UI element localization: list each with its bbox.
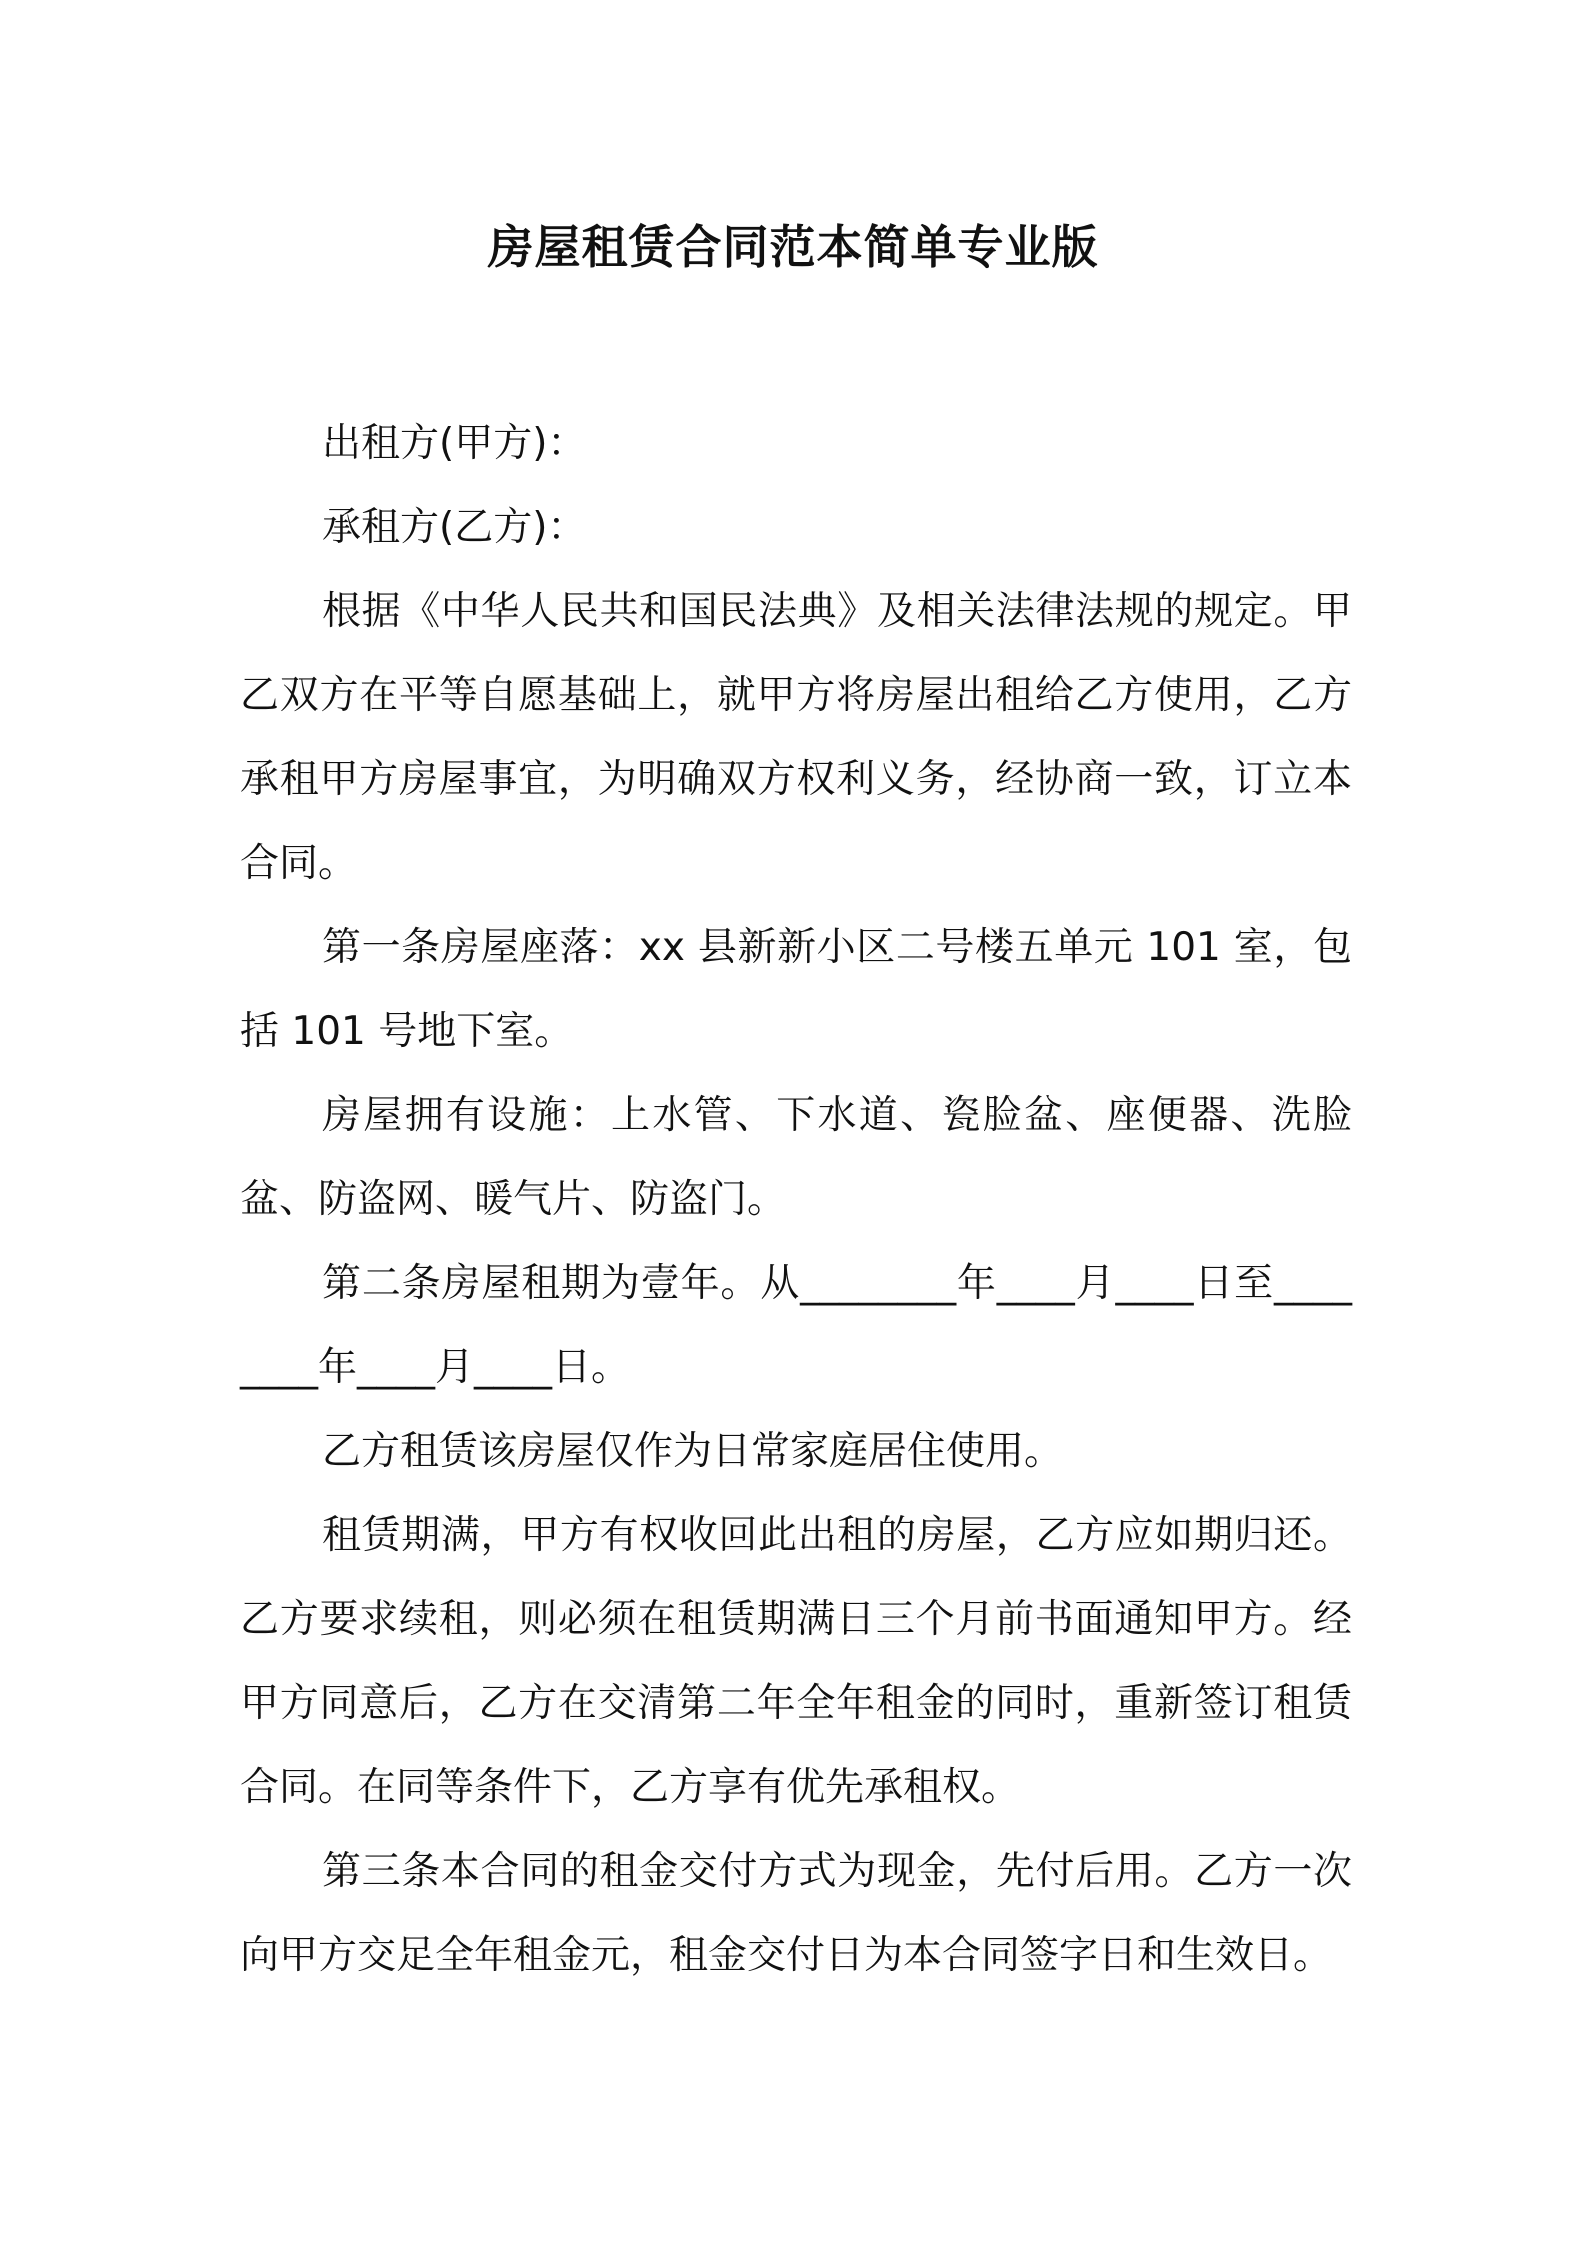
paragraph-article-2-term: 第二条房屋租期为壹年。从________年____月____日至________年____月____日。 — [240, 1261, 1352, 1390]
document-title: 房屋租赁合同范本简单专业版 — [487, 220, 1099, 274]
paragraph-usage: 乙方租赁该房屋仅作为日常家庭居住使用。 — [322, 1429, 1064, 1474]
document-body — [240, 402, 1352, 1998]
paragraph-preamble: 根据《中华人民共和国民法典》及相关法律法规的规定。甲乙双方在平等自愿基础上，就甲方将房屋出租给乙方使用，乙方承租甲方房屋事宜，为明确双方权利义务，经协商一致，订立本合同。 — [240, 589, 1352, 886]
paragraph-facilities: 房屋拥有设施：上水管、下水道、瓷脸盆、座便器、洗脸盆、防盗网、暖气片、防盗门。 — [240, 1093, 1352, 1222]
paragraph-lessor: 出租方(甲方)： — [322, 421, 587, 466]
paragraph-article-3-payment: 第三条本合同的租金交付方式为现金，先付后用。乙方一次向甲方交足全年租金元，租金交付日为本合同签字日和生效日。 — [240, 1849, 1352, 1978]
paragraph-renewal: 租赁期满，甲方有权收回此出租的房屋，乙方应如期归还。乙方要求续租，则必须在租赁期满日三个月前书面通知甲方。经甲方同意后，乙方在交清第二年全年租金的同时，重新签订租赁合同。在同等条件下，乙方享有优先承租权。 — [240, 1513, 1352, 1810]
paragraph-article-1-location: 第一条房屋座落：xx 县新新小区二号楼五单元 101 室，包括 101 号地下室。 — [240, 925, 1352, 1054]
paragraph-lessee: 承租方(乙方)： — [322, 505, 587, 550]
